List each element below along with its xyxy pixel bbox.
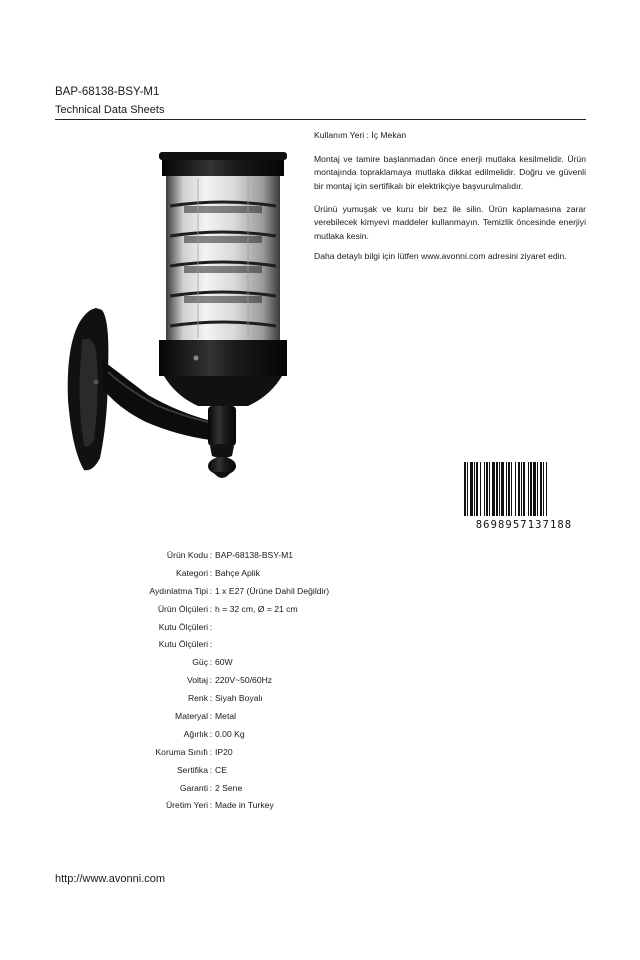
- spec-row: [100, 725, 329, 743]
- spec-label: Garanti: [179, 782, 208, 793]
- spec-separator: :: [209, 639, 213, 650]
- spec-value: Metal: [215, 710, 237, 721]
- spec-value: 1 x E27 (Ürüne Dahil Değildir): [215, 585, 330, 596]
- usage-location: Kullanım Yeri : İç Mekan: [314, 130, 407, 140]
- spec-separator: :: [209, 710, 213, 721]
- spec-separator: :: [209, 675, 213, 686]
- spec-row: [100, 671, 329, 689]
- spec-row: [100, 653, 329, 671]
- spec-row: [100, 564, 329, 582]
- spec-value: Siyah Boyalı: [215, 693, 263, 704]
- spec-label: Materyal: [175, 710, 208, 721]
- spec-label: Aydınlatma Tipi: [149, 585, 208, 596]
- spec-row: [100, 618, 329, 636]
- spec-separator: :: [209, 693, 213, 704]
- spec-value: Bahçe Aplik: [215, 567, 260, 578]
- spec-value: CE: [215, 764, 227, 775]
- spec-label: Üretim Yeri: [165, 800, 208, 811]
- spec-separator: :: [209, 728, 213, 739]
- spec-row: [100, 761, 329, 779]
- spec-row: [100, 743, 329, 761]
- spec-row: [100, 582, 329, 600]
- product-code-title: BAP-68138-BSY-M1: [55, 86, 160, 98]
- spec-row: [100, 689, 329, 707]
- spec-label: Ürün Kodu: [166, 549, 208, 560]
- spec-row: [100, 796, 329, 814]
- document-subtitle: Technical Data Sheets: [55, 104, 165, 116]
- spec-label: Kategori: [175, 567, 208, 578]
- spec-label: Güç: [192, 657, 208, 668]
- footer-website-url[interactable]: http://www.avonni.com: [55, 873, 166, 885]
- spec-row: [100, 779, 329, 797]
- spec-separator: :: [209, 567, 213, 578]
- barcode-number: 8698957137188: [475, 519, 573, 530]
- spec-value: 60W: [215, 657, 233, 668]
- safety-note: Montaj ve tamire başlanmadan önce enerji mutlaka kesilmelidir. Ürün montajında topraklamaya mutlaka dikkat edilmelidir. Doğru ve güvenli bir montaj için sertifikalı bir elektrikçiye başvurulmalıdır.: [314, 154, 586, 191]
- spec-row: [100, 635, 329, 653]
- spec-row: [100, 707, 329, 725]
- spec-label: Voltaj: [186, 675, 208, 686]
- spec-separator: :: [209, 585, 213, 596]
- spec-separator: :: [209, 764, 213, 775]
- barcode-bars: [464, 462, 547, 516]
- spec-label: Kutu Ölçüleri: [158, 621, 208, 632]
- spec-value: IP20: [215, 746, 233, 757]
- spec-value: 0.00 Kg: [215, 728, 245, 739]
- spec-separator: :: [209, 800, 213, 811]
- spec-separator: :: [209, 621, 213, 632]
- header-divider: [55, 119, 586, 120]
- spec-label: Renk: [187, 693, 208, 704]
- spec-separator: :: [209, 603, 213, 614]
- spec-value: BAP-68138-BSY-M1: [215, 549, 294, 560]
- spec-row: [100, 546, 329, 564]
- website-note: Daha detaylı bilgi için lütfen www.avonni.com adresini ziyaret edin.: [314, 251, 567, 261]
- cleaning-note: Ürünü yumuşak ve kuru bir bez ile silin. Ürün kaplamasına zarar verebilecek kimyevi maddeler kullanmayın. Temizlik öncesinde enerjiyi mutlaka kesin.: [314, 204, 586, 241]
- spec-separator: :: [209, 746, 213, 757]
- spec-label: Ürün Ölçüleri: [157, 603, 208, 614]
- spec-row: [100, 600, 329, 618]
- spec-value: 220V~50/60Hz: [215, 675, 273, 686]
- specifications-table: [100, 546, 329, 814]
- spec-label: Kutu Ölçüleri: [158, 639, 208, 650]
- product-image-wall-lantern: [58, 150, 293, 485]
- spec-value: h = 32 cm, Ø = 21 cm: [215, 603, 298, 614]
- spec-separator: :: [209, 549, 213, 560]
- spec-value: 2 Sene: [215, 782, 243, 793]
- spec-label: Ağırlık: [183, 728, 208, 739]
- spec-separator: :: [209, 657, 213, 668]
- spec-separator: :: [209, 782, 213, 793]
- spec-label: Koruma Sınıfı: [155, 746, 208, 757]
- spec-value: Made in Turkey: [215, 800, 274, 811]
- spec-label: Sertifika: [176, 764, 208, 775]
- product-barcode: [462, 462, 586, 530]
